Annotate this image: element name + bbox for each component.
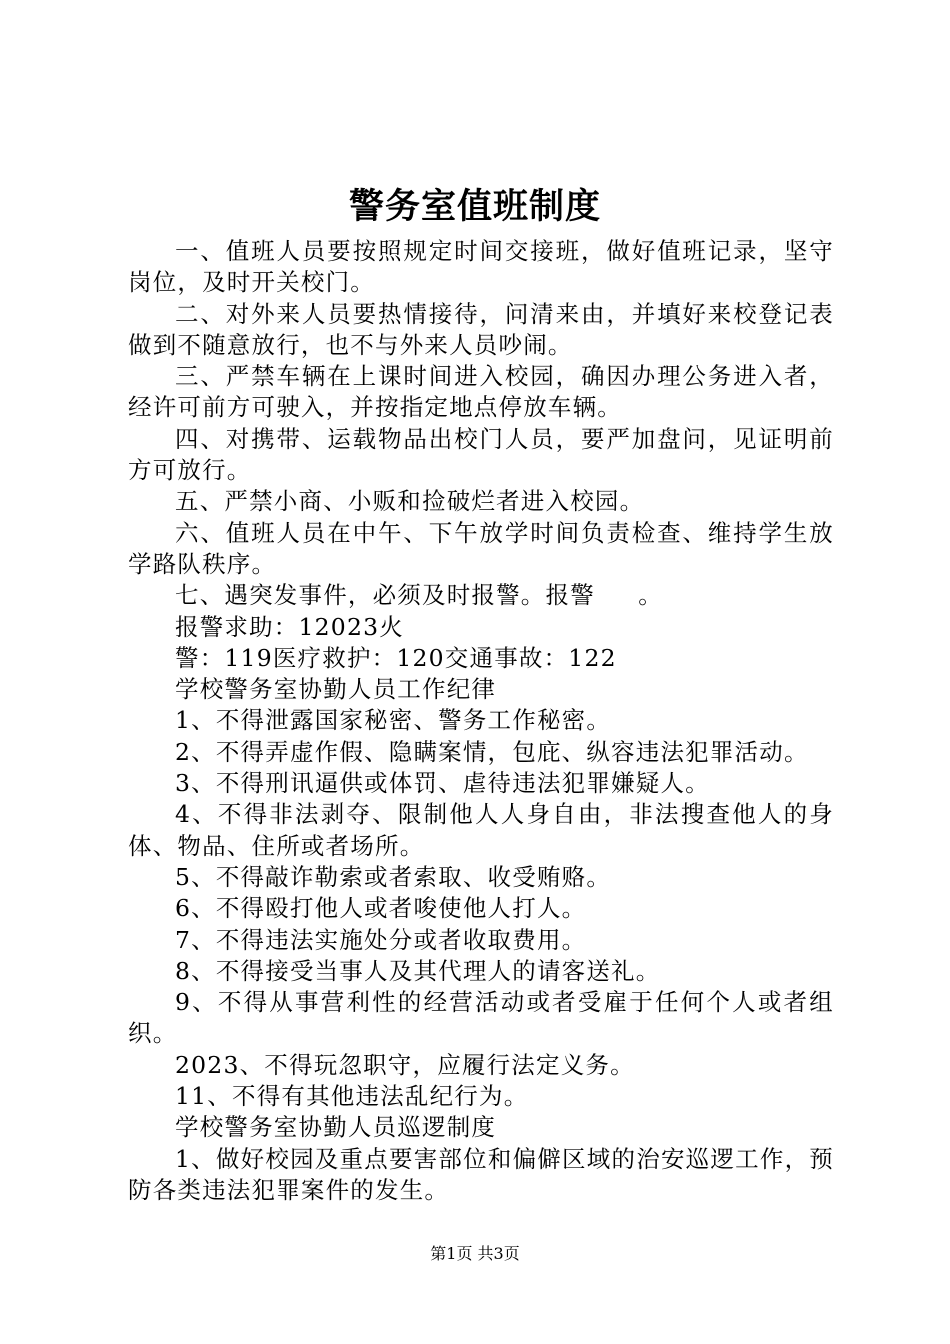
paragraph: 三、严禁车辆在上课时间进入校园，确因办理公务进入者，经许可前方可驶入，并按指定地点停放车辆。 <box>128 362 834 422</box>
document-body <box>128 236 834 1206</box>
paragraph: 五、严禁小商、小贩和捡破烂者进入校园。 <box>175 487 645 516</box>
paragraph: 1、不得泄露国家秘密、警务工作秘密。 <box>175 706 612 735</box>
section-heading: 学校警务室协勤人员工作纪律 <box>175 675 497 704</box>
section-heading: 学校警务室协勤人员巡逻制度 <box>175 1113 497 1142</box>
paragraph: 报警求助：12023火 <box>175 612 404 641</box>
paragraph: 2、不得弄虚作假、隐瞒案情，包庇、纵容违法犯罪活动。 <box>175 737 809 766</box>
paragraph: 警：119医疗救护：120交通事故：122 <box>175 643 617 672</box>
paragraph: 四、对携带、运载物品出校门人员，要严加盘问，见证明前方可放行。 <box>128 424 834 485</box>
paragraph: 3、不得刑讯逼供或体罚、虐待违法犯罪嫌疑人。 <box>175 769 710 798</box>
paragraph: 4、不得非法剥夺、限制他人人身自由，非法搜查他人的身体、物品、住所或者场所。 <box>128 800 834 860</box>
document-title: 警务室值班制度 <box>348 186 601 227</box>
paragraph: 9、不得从事营利性的经营活动或者受雇于任何个人或者组织。 <box>128 988 834 1048</box>
paragraph: 6、不得殴打他人或者唆使他人打人。 <box>175 894 587 923</box>
paragraph: 七、遇突发事件，必须及时报警。报警 。 <box>175 581 663 610</box>
paragraph: 2023、不得玩忽职守，应履行法定义务。 <box>175 1050 635 1079</box>
paragraph: 7、不得违法实施处分或者收取费用。 <box>175 925 587 954</box>
paragraph: 六、值班人员在中午、下午放学时间负责检查、维持学生放学路队秩序。 <box>128 518 834 578</box>
paragraph: 1、做好校园及重点要害部位和偏僻区域的治安巡逻工作，预防各类违法犯罪案件的发生。 <box>128 1144 834 1204</box>
paragraph: 11、不得有其他违法乱纪行为。 <box>175 1082 529 1111</box>
paragraph: 5、不得敲诈勒索或者索取、收受贿赂。 <box>175 862 612 891</box>
page-footer: 第1页 共3页 <box>430 1244 520 1263</box>
paragraph: 二、对外来人员要热情接待，问清来由，并填好来校登记表做到不随意放行，也不与外来人员吵闹。 <box>128 299 834 359</box>
paragraph: 一、值班人员要按照规定时间交接班，做好值班记录，坚守岗位，及时开关校门。 <box>128 237 834 297</box>
paragraph: 8、不得接受当事人及其代理人的请客送礼。 <box>175 956 661 985</box>
